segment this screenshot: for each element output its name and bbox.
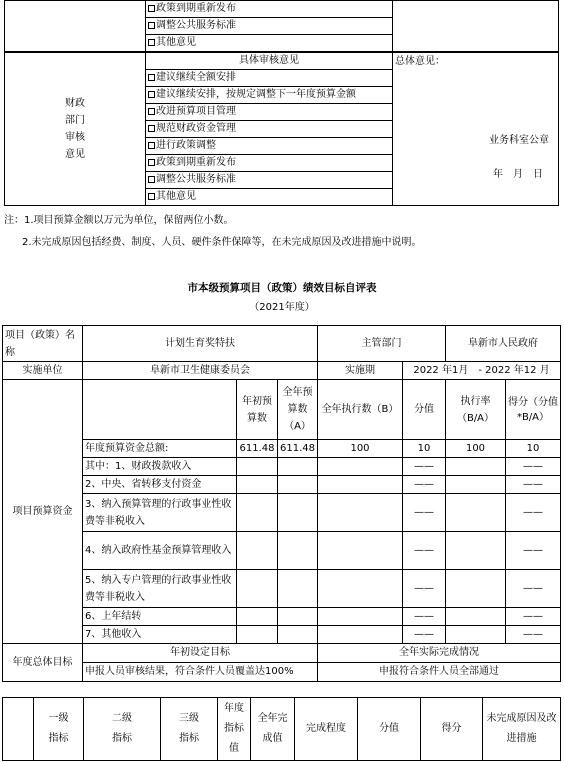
checkbox-icon[interactable]	[148, 108, 155, 115]
col-got: 得分	[421, 698, 483, 761]
checkbox-icon[interactable]	[148, 39, 155, 46]
check-item[interactable]: 其他意见	[146, 189, 393, 206]
col-level2: 二级指标	[84, 698, 161, 761]
overall-opinion-label: 总体意见：	[395, 56, 445, 67]
col-reason: 未完成原因及改进措施	[483, 698, 561, 761]
check-item[interactable]: 建议继续全额安排	[146, 70, 393, 87]
check-item[interactable]: 政策到期重新发布	[146, 1, 393, 18]
goal-set-value: 申报人员审核结果，符合条件人员覆盖达100%	[83, 663, 318, 682]
col-level3: 三级指标	[161, 698, 218, 761]
col-initial: 年初预算数	[237, 380, 278, 440]
dept-value: 阜新市人民政府	[446, 326, 561, 362]
budget-label: 项目预算资金	[3, 380, 83, 644]
checkbox-icon[interactable]	[148, 74, 155, 81]
note-2: 2.未完成原因包括经费、制度、人员、硬件条件保障等，在未完成原因及改进措施中说明。	[22, 237, 422, 248]
goal-label: 年度总体目标	[3, 644, 83, 682]
unit-label: 实施单位	[3, 362, 83, 380]
finance-review-label: 财政 部门 审核 意见	[5, 53, 146, 206]
col-level1: 一级指标	[34, 698, 84, 761]
form-title: 市本级预算项目（政策）绩效目标自评表	[187, 282, 377, 294]
project-name-label: 项目（政策）名称	[3, 326, 83, 362]
checkbox-icon[interactable]	[148, 176, 155, 183]
col-rate: 执行率（B/A）	[446, 380, 506, 440]
form-year: （2021年度）	[249, 302, 315, 313]
checkbox-icon[interactable]	[148, 5, 155, 12]
period-value: 2022 年1月 - 2022 年12 月	[403, 362, 561, 380]
col-score: 分值	[403, 380, 446, 440]
overall-opinion-cell	[393, 53, 559, 206]
indicator-blank	[3, 698, 34, 761]
table-row: 其中：1、财政拨款收入 —— ——	[3, 458, 561, 476]
check-item[interactable]: 调整公共服务标准	[146, 172, 393, 189]
check-item[interactable]: 其他意见	[146, 35, 393, 52]
stamp-label: 业务科室公章	[489, 135, 549, 146]
col-got: 得分（分值*B/A）	[506, 380, 561, 440]
date-label: 年 月 日	[493, 169, 543, 180]
checkbox-icon[interactable]	[148, 193, 155, 200]
check-item[interactable]: 进行政策调整	[146, 138, 393, 155]
checkbox-icon[interactable]	[148, 159, 155, 166]
checkbox-icon[interactable]	[148, 142, 155, 149]
dept-label: 主管部门	[318, 326, 446, 362]
col-annual-target: 年度指标值	[218, 698, 251, 761]
goal-actual-value: 申报符合条件人员全部通过	[318, 663, 561, 682]
checkbox-icon[interactable]	[148, 125, 155, 132]
project-name: 计划生育奖特扶	[83, 326, 318, 362]
checkbox-icon[interactable]	[148, 22, 155, 29]
checkbox-icon[interactable]	[148, 91, 155, 98]
note-1: 注：1.项目预算金额以万元为单位，保留两位小数。	[4, 215, 234, 226]
check-item[interactable]: 改进预算项目管理	[146, 104, 393, 121]
finance-review-header: 具体审核意见	[146, 53, 393, 70]
budget-header-blank	[83, 380, 237, 440]
table-row: 年度预算资金总额: 611.48 611.48 100 10 100 10	[3, 440, 561, 458]
goal-actual-header: 全年实际完成情况	[318, 644, 561, 663]
review-top-table	[4, 0, 559, 52]
table-row: 4、纳入政府性基金预算管理收入 —— ——	[3, 532, 561, 570]
table-row: 6、上年结转 —— ——	[3, 608, 561, 626]
col-annual-done: 全年完成值	[251, 698, 295, 761]
finance-review-table	[4, 52, 559, 206]
check-item[interactable]: 调整公共服务标准	[146, 18, 393, 35]
col-full: 全年预算数（A）	[278, 380, 318, 440]
col-exec: 全年执行数（B）	[318, 380, 403, 440]
unit-value: 阜新市卫生健康委员会	[83, 362, 318, 380]
col-score: 分值	[358, 698, 421, 761]
self-eval-table	[2, 325, 561, 682]
check-item[interactable]: 规范财政资金管理	[146, 121, 393, 138]
check-item[interactable]: 建议继续安排，按规定调整下一年度预算金额	[146, 87, 393, 104]
goal-set-header: 年初设定目标	[83, 644, 318, 663]
col-completion: 完成程度	[295, 698, 358, 761]
table-row: 3、纳入预算管理的行政事业性收费等非税收入 —— ——	[3, 494, 561, 532]
table-row: 7、其他收入 —— ——	[3, 626, 561, 644]
table-row: 2、中央、省转移支付资金 —— ——	[3, 476, 561, 494]
table-row: 5、纳入专户管理的行政事业性收费等非税收入 —— ——	[3, 570, 561, 608]
check-item[interactable]: 政策到期重新发布	[146, 155, 393, 172]
review-top-overall-cell	[393, 1, 559, 52]
review-top-label-cell	[5, 1, 146, 52]
indicator-header-table	[2, 697, 561, 761]
period-label: 实施期	[318, 362, 403, 380]
